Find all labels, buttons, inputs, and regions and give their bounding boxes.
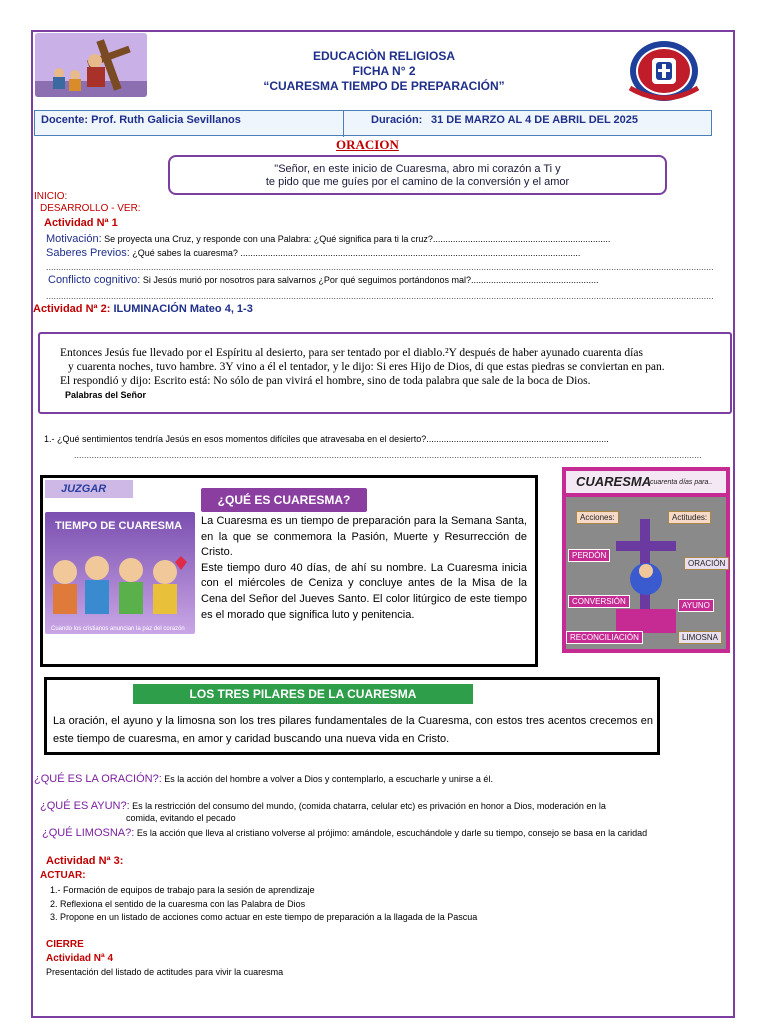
info-bar xyxy=(34,110,712,136)
school-seal-logo xyxy=(626,38,702,104)
fasting-answer-cont: comida, evitando el pecado xyxy=(126,813,236,823)
fasting-definition xyxy=(40,801,606,812)
prayer-heading: ORACION xyxy=(336,137,399,152)
activity-3-title: Actividad Nª 3: xyxy=(46,855,124,867)
three-pillars-panel xyxy=(44,677,660,755)
fasting-question: ¿QUÉ ES AYUN?: xyxy=(40,800,130,812)
bible-verse-box xyxy=(38,332,732,414)
attitude-fasting: AYUNO xyxy=(678,599,714,612)
conflict-line xyxy=(48,275,599,286)
lent-cartoon-image xyxy=(45,512,195,634)
three-pillars-heading: LOS TRES PILARES DE LA CUARESMA xyxy=(133,684,473,704)
activity-3-item-3: 3. Propone en un listado de acciones como actuar en este tiempo de preparación a la llagada de la Pascua xyxy=(50,912,478,922)
activity-2-subtitle: ILUMINACIÓN Mateo 4, 1-3 xyxy=(113,303,253,315)
three-pillars-text: La oración, el ayuno y la limosna son los tres pilares fundamentales de la Cuaresma, con estos tres acentos crecemos en este tiempo de cuaresma, en amor y caridad buscando una nueva vida en Cristo. xyxy=(53,715,653,745)
activity-3-item-1: 1.- Formación de equipos de trabajo para la sesión de aprendizaje xyxy=(50,885,315,895)
actuar-label: ACTUAR: xyxy=(40,870,86,881)
desarrollo-label: DESARROLLO - VER: xyxy=(40,203,141,214)
action-reconciliation: RECONCILIACIÓN xyxy=(566,631,643,644)
what-is-lent-panel xyxy=(40,475,538,667)
answer-line: ........................................................................................................................................................................................................................................................................... xyxy=(46,291,714,301)
prayer-question: ¿QUÉ ES LA ORACIÓN?: xyxy=(34,773,162,785)
actions-label: Acciones: xyxy=(576,511,619,524)
prayer-box xyxy=(168,155,667,195)
prayer-definition xyxy=(34,774,493,785)
conflict-text: Si Jesús murió por nosotros para salvarnos ¿Por qué seguimos portándonos mal?................................................... xyxy=(142,275,599,285)
answer-line: ........................................................................................................................................................................................................................................................................... xyxy=(46,262,714,272)
infographic-body xyxy=(566,497,726,649)
answer-line: ........................................................................................................................................................................................................................................................... xyxy=(74,450,702,460)
infographic-header xyxy=(566,471,726,493)
activity-2-title: Actividad Nª 2: xyxy=(33,303,111,315)
activity-2-line xyxy=(33,303,253,315)
prior-knowledge-label: Saberes Previos: xyxy=(46,247,130,259)
lent-image-caption: Cuando los cristianos anuncian la paz del corazón xyxy=(51,626,185,632)
lent-paragraph-2: Este tiempo duro 40 días, de ahí su nombre. La Cuaresma inicia con el miércoles de Ceniza y concluye antes de la Misa de la Cena del Señor del Jueves Santo. El color litúrgico de este tiempo es el morado que significa luto y penitencia. xyxy=(201,561,527,621)
attitude-almsgiving: LIMOSNA xyxy=(678,631,722,644)
motivation-text: Se proyecta una Cruz, y responde con una Palabra: ¿Qué significa para ti la cruz?....................................................................... xyxy=(104,234,611,244)
lent-paragraph-1: La Cuaresma es un tiempo de preparación para la Semana Santa, en la que se conmemora la Pasión, Muerte y Resurrección de Cristo. xyxy=(201,515,527,559)
worksheet-title: “CUARESMA TIEMPO DE PREPARACIÓN” xyxy=(263,79,505,93)
subject-title: EDUCACIÒN RELIGIOSA xyxy=(312,49,455,63)
activity-3-item-2: 2. Reflexiona el sentido de la cuaresma con las Palabra de Dios xyxy=(50,899,306,909)
what-is-lent-text xyxy=(201,514,527,623)
closing-text: Presentación del listado de actitudes para vivir la cuaresma xyxy=(46,967,284,977)
lent-actions-infographic xyxy=(562,467,730,653)
action-forgiveness: PERDÓN xyxy=(568,549,610,562)
almsgiving-definition xyxy=(42,828,647,839)
prior-knowledge-line xyxy=(46,248,580,259)
action-conversion: CONVERSIÓN xyxy=(568,595,630,608)
prayer-line-2: te pido que me guíes por el camino de la conversión y el amor xyxy=(265,176,570,188)
info-divider xyxy=(343,111,344,137)
duration-value: 31 DE MARZO AL 4 DE ABRIL DEL 2025 xyxy=(431,114,639,126)
prayer-answer: Es la acción del hombre a volver a Dios y contemplarlo, a escucharle y unirse a él. xyxy=(164,774,493,784)
closing-title: CIERRE xyxy=(46,939,84,950)
lent-image-title: TIEMPO DE CUARESMA xyxy=(55,520,183,532)
inicio-label: INICIO: xyxy=(34,191,68,202)
verse-line-2: y cuarenta noches, tuvo hambre. 3Y vino a él el tentador, y le dijo: Si eres Hijo de Dios, di que estas piedras se conviertan en pan. xyxy=(68,361,665,373)
verse-line-1: Entonces Jesús fue llevado por el Espíritu al desierto, para ser tentado por el diablo.²Y después de haber ayunado cuarenta días xyxy=(60,347,643,359)
infographic-title: CUARESMA xyxy=(576,474,652,489)
juzgar-tag: JUZGAR xyxy=(45,480,133,498)
duration-label: Duración: xyxy=(371,114,423,126)
worksheet-number: FICHA N° 2 xyxy=(352,64,416,78)
prior-knowledge-text: ¿Qué sabes la cuaresma? ........................................................................................................................................ xyxy=(132,248,581,258)
infographic-subtitle: cuarenta días para.. xyxy=(650,479,713,486)
motivation-line xyxy=(46,234,610,245)
activity-4-title: Actividad Nª 4 xyxy=(46,953,114,964)
question-1: 1.- ¿Qué sentimientos tendría Jesús en esos momentos difíciles que atravesaba en el desierto?......................................................................... xyxy=(44,434,609,444)
attitudes-label: Actitudes: xyxy=(668,511,711,524)
conflict-label: Conflicto cognitivo: xyxy=(48,274,141,286)
teacher-name: Docente: Prof. Ruth Galicia Sevillanos xyxy=(41,114,241,126)
verse-line-3: El respondió y dijo: Escrito está: No sólo de pan vivirá el hombre, sino de toda palabra que sale de la boca de Dios. xyxy=(60,375,591,387)
motivation-label: Motivación: xyxy=(46,233,102,245)
activity-1-title: Actividad Nª 1 xyxy=(44,217,118,229)
attitude-prayer: ORACIÓN xyxy=(684,557,729,570)
almsgiving-question: ¿QUÉ LIMOSNA?: xyxy=(42,827,135,839)
verse-footer: Palabras del Señor xyxy=(65,390,147,400)
almsgiving-answer: Es la acción que lleva al cristiano volverse al prójimo: amándole, escuchándole y darle su tiempo, consejo se basa en la caridad xyxy=(136,828,648,838)
prayer-line-1: "Señor, en este inicio de Cuaresma, abro mi corazón a Ti y xyxy=(274,163,561,175)
fasting-answer: Es la restricción del consumo del mundo, (comida chatarra, celular etc) es privación en honor a Dios, moderación en la xyxy=(132,801,606,811)
what-is-lent-heading: ¿QUÉ ES CUARESMA? xyxy=(201,488,367,512)
